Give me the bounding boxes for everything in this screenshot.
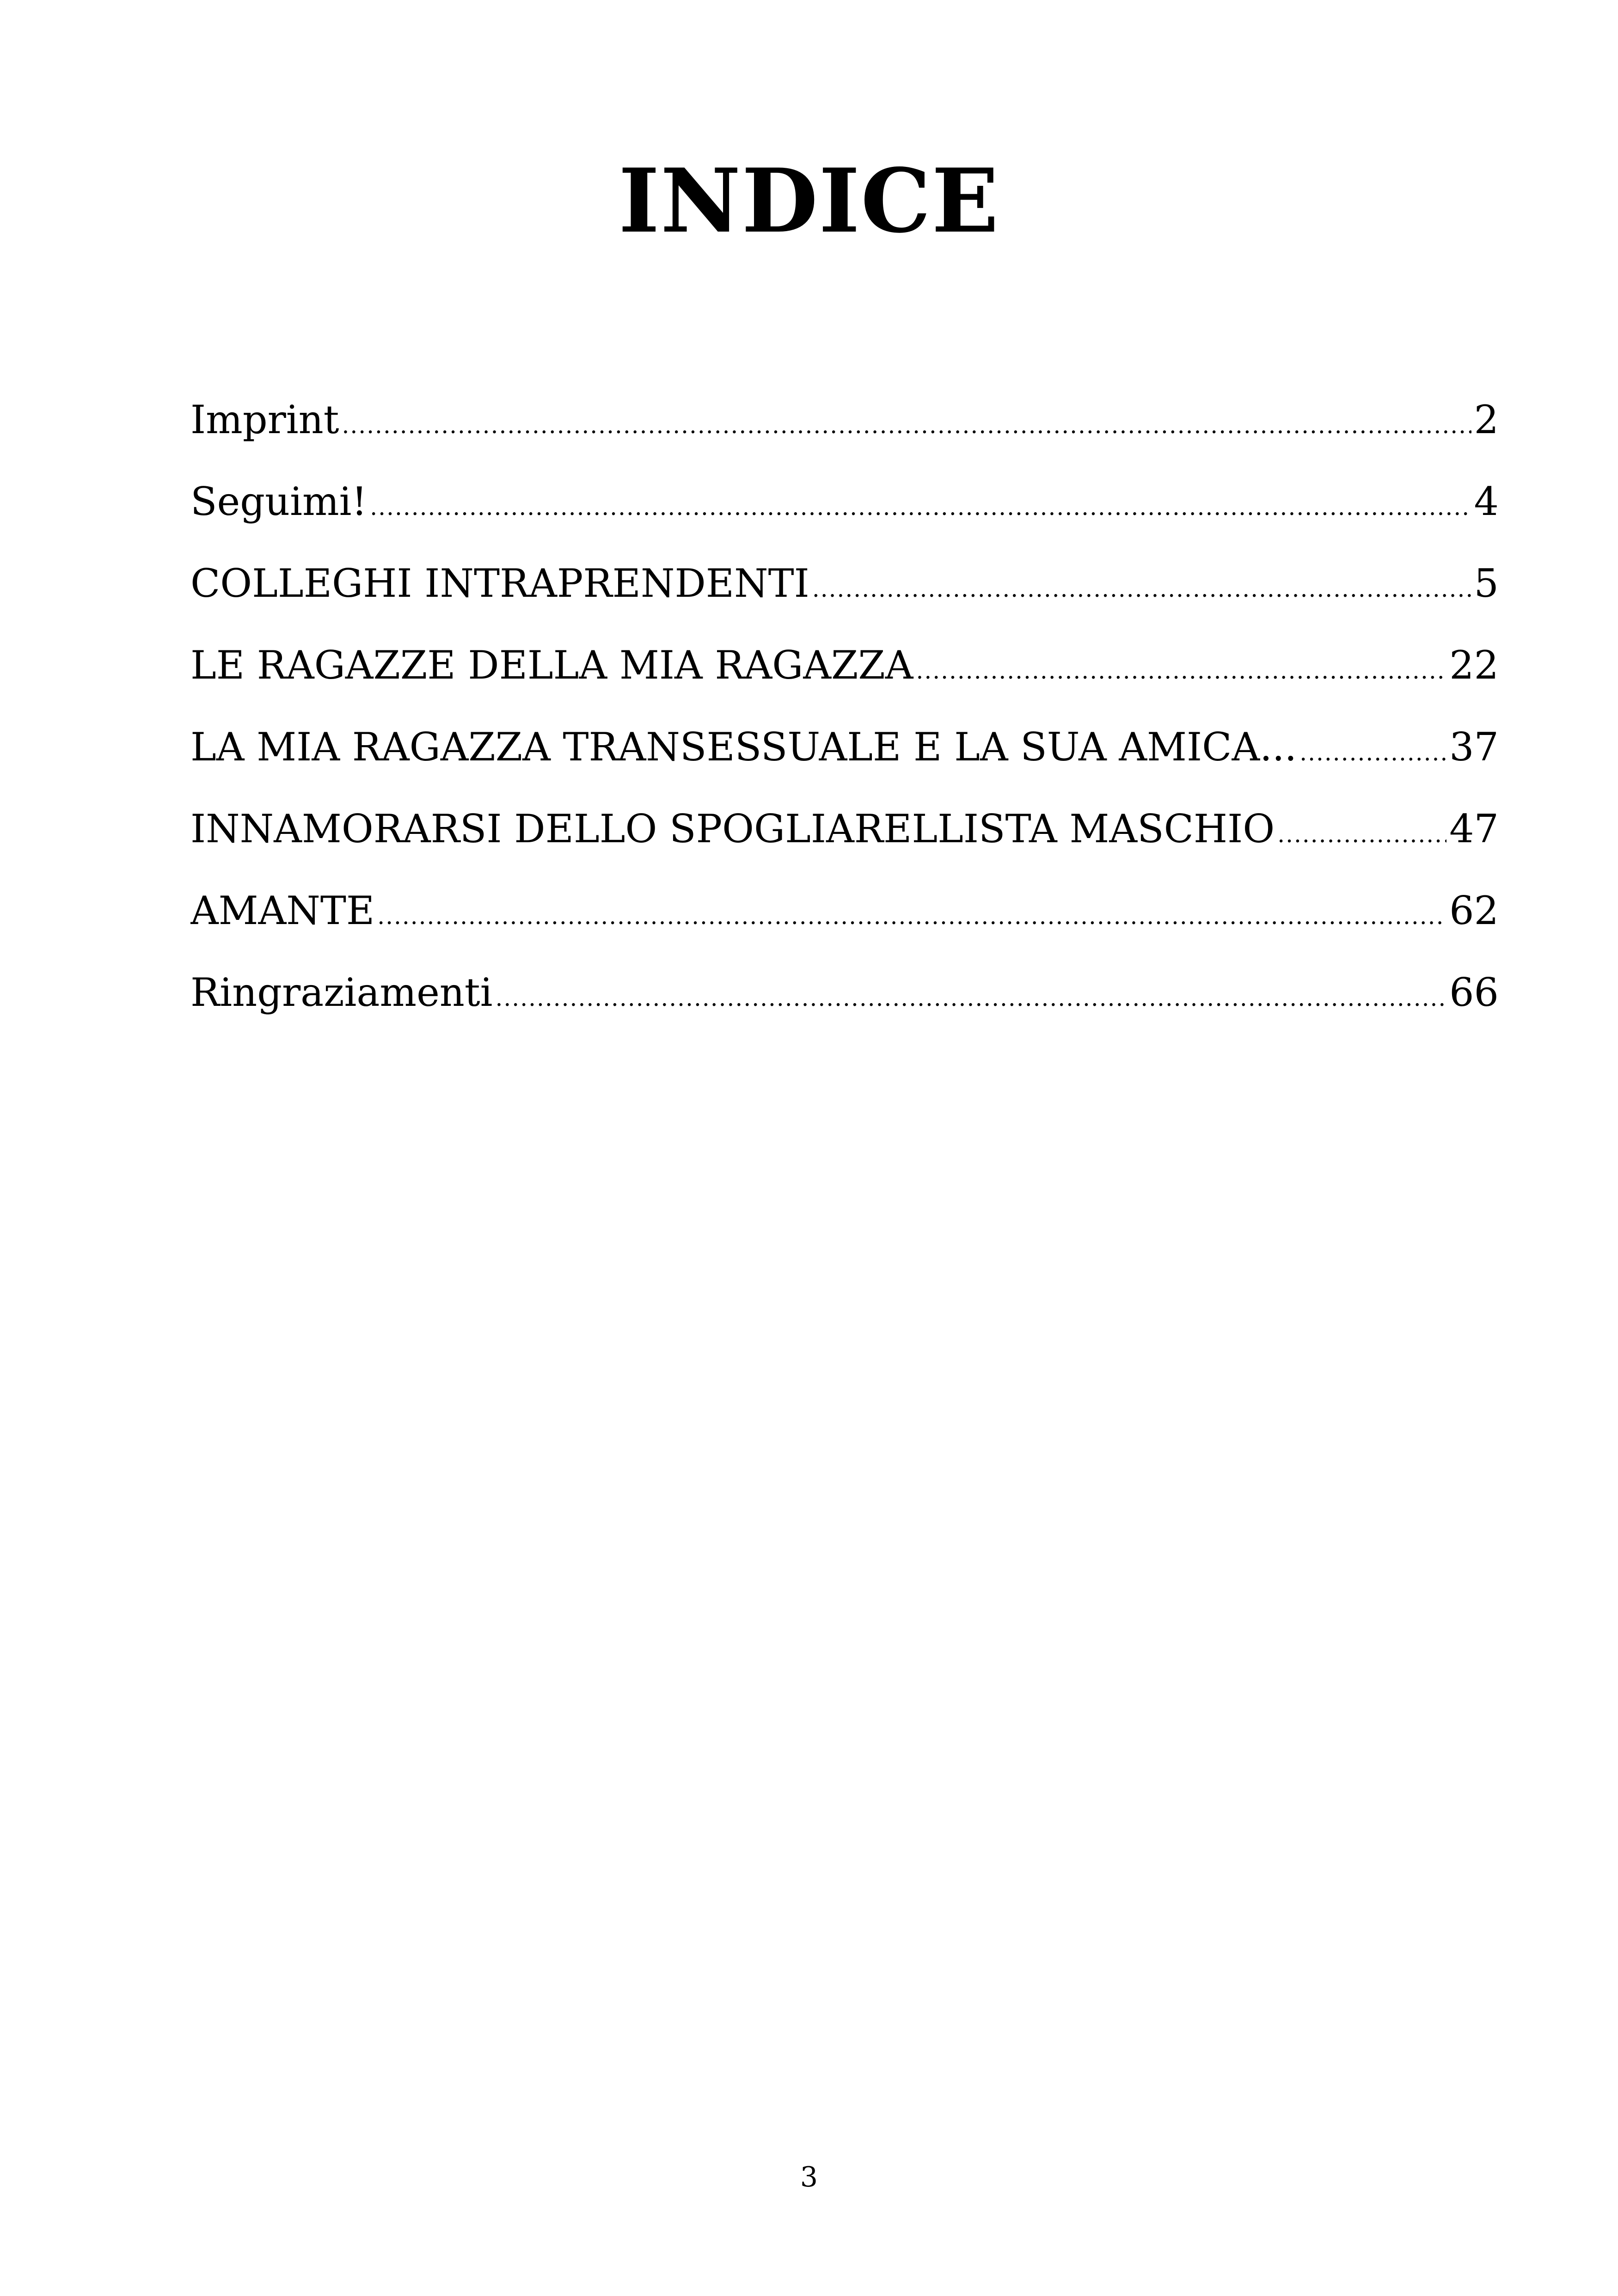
toc-dot-leader — [377, 870, 1446, 952]
toc-dot-leader — [370, 461, 1471, 543]
toc-entry-title: LE RAGAZZE DELLA MIA RAGAZZA — [190, 643, 913, 688]
toc-entry-seguimi[interactable] — [190, 461, 1499, 543]
toc-entry-innamorarsi[interactable] — [190, 788, 1499, 870]
toc-entry-title: Seguimi! — [190, 479, 368, 524]
toc-entry-la-mia-ragazza[interactable] — [190, 706, 1499, 788]
toc-entry-title: Ringraziamenti — [190, 970, 493, 1015]
page-title: INDICE — [618, 149, 1000, 252]
toc-entry-page: 47 — [1449, 806, 1499, 851]
toc-entry-page: 22 — [1449, 643, 1499, 688]
page-number: 3 — [800, 2161, 818, 2193]
toc-dot-leader — [812, 543, 1471, 625]
toc-entry-title: Imprint — [190, 397, 339, 442]
toc-entry-imprint[interactable] — [190, 379, 1499, 461]
toc-entry-title: LA MIA RAGAZZA TRANSESSUALE E LA SUA AMICA... — [190, 724, 1297, 770]
toc-dot-leader — [496, 952, 1447, 1034]
toc-entry-page: 62 — [1449, 888, 1499, 933]
toc-entry-page: 66 — [1449, 970, 1499, 1015]
toc-dot-leader — [1277, 788, 1446, 870]
toc-entry-title: COLLEGHI INTRAPRENDENTI — [190, 561, 809, 606]
toc-entry-title: INNAMORARSI DELLO SPOGLIARELLISTA MASCHIO — [190, 806, 1275, 851]
toc-entry-le-ragazze[interactable] — [190, 625, 1499, 706]
toc-entry-ringraziamenti[interactable] — [190, 952, 1499, 1034]
toc-entry-colleghi-intraprendenti[interactable] — [190, 543, 1499, 625]
toc-dot-leader — [342, 379, 1471, 461]
toc-dot-leader — [1299, 706, 1446, 788]
table-of-contents — [190, 379, 1499, 1034]
toc-entry-page: 5 — [1474, 561, 1499, 606]
toc-entry-amante[interactable] — [190, 870, 1499, 952]
toc-entry-title: AMANTE — [190, 888, 375, 933]
toc-entry-page: 37 — [1449, 724, 1499, 770]
toc-entry-page: 4 — [1474, 479, 1499, 524]
toc-entry-page: 2 — [1474, 397, 1499, 442]
toc-dot-leader — [916, 625, 1446, 706]
